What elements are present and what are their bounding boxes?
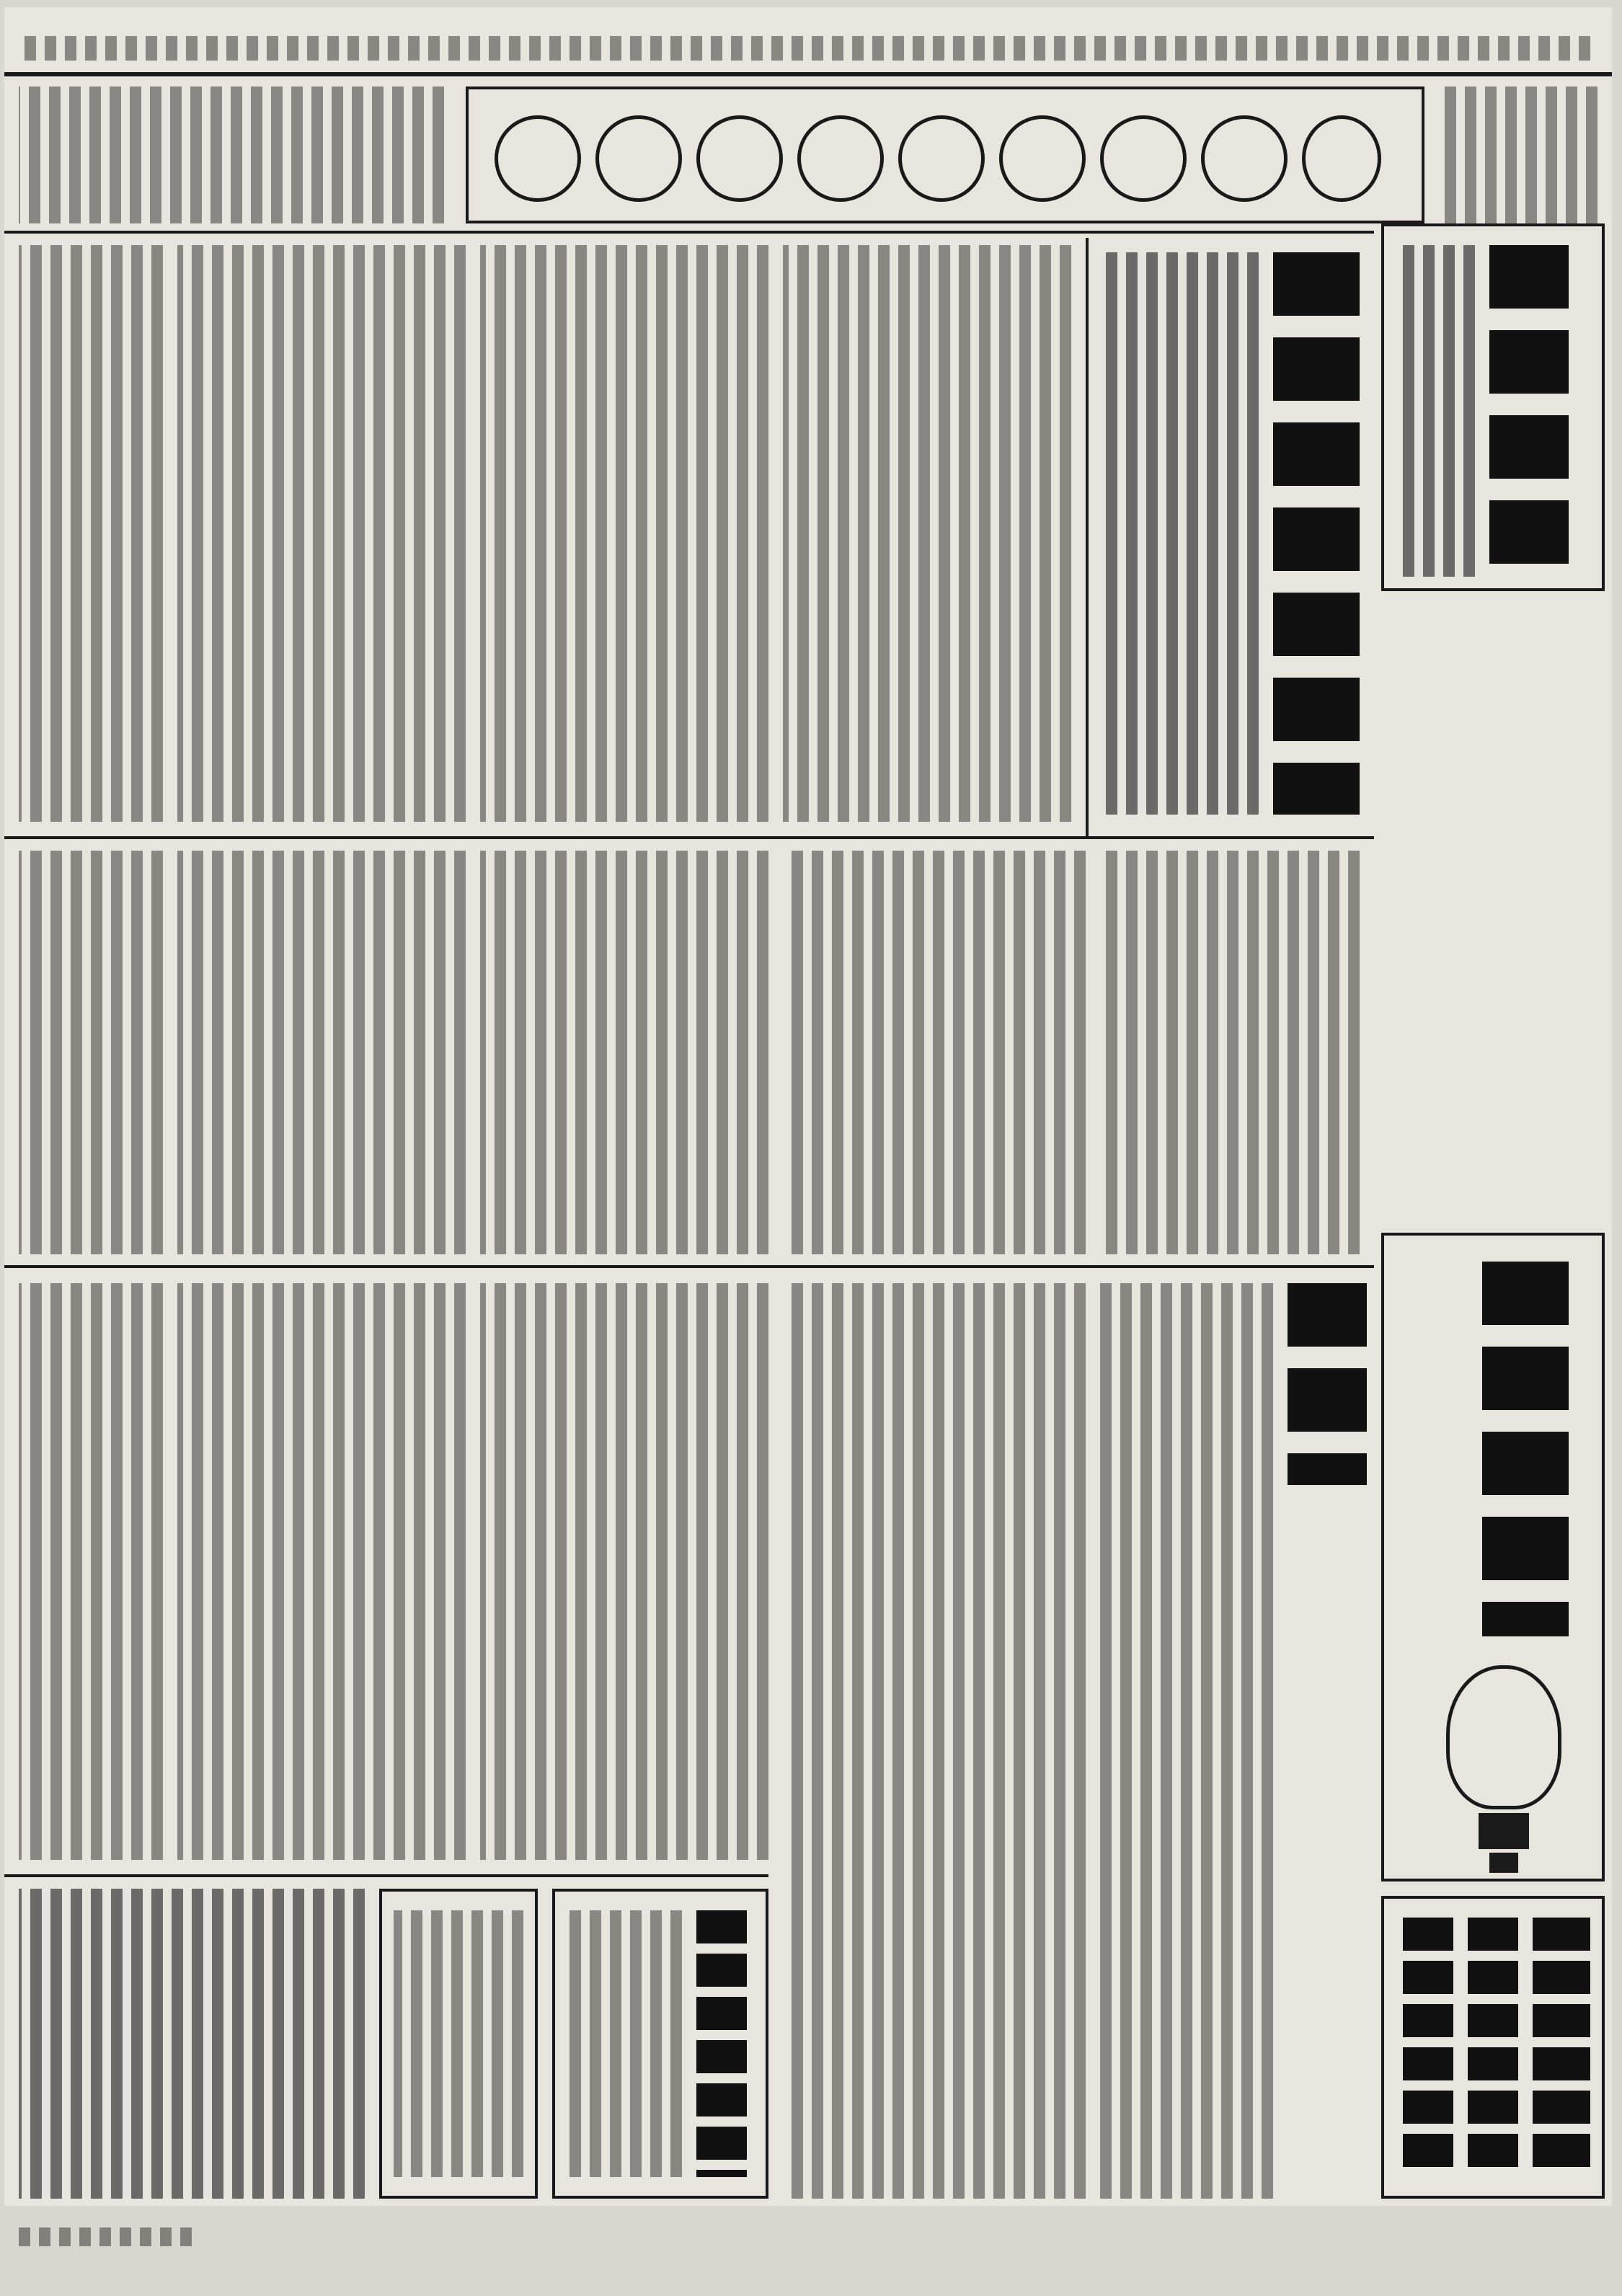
price-advertisement-column bbox=[1533, 1918, 1590, 2177]
top-left-text-column bbox=[19, 87, 444, 223]
article-column bbox=[480, 851, 768, 1254]
article-column bbox=[19, 1283, 163, 1860]
price-advertisement-column bbox=[1468, 1918, 1518, 2177]
clinic-advertisement-title bbox=[1273, 252, 1360, 815]
section-rule bbox=[4, 1874, 768, 1877]
article-column bbox=[19, 245, 163, 822]
section-rule bbox=[4, 836, 1374, 839]
header-circular-seals bbox=[495, 101, 1381, 209]
masthead-bottom-rule bbox=[4, 72, 1612, 76]
lecture-column-title bbox=[1288, 1283, 1367, 1485]
page-number bbox=[19, 2228, 192, 2246]
lamp-advertisement-title bbox=[1482, 1262, 1569, 1636]
newspaper-page bbox=[4, 7, 1612, 2206]
article-column bbox=[1100, 851, 1360, 1254]
masthead-date-line bbox=[19, 36, 1590, 61]
price-listing-column bbox=[19, 1889, 365, 2199]
article-column bbox=[177, 1283, 466, 1860]
section-rule bbox=[4, 231, 1374, 234]
article-column bbox=[783, 851, 1086, 1254]
company-advertisement-text bbox=[1396, 245, 1475, 577]
small-advertisement-text bbox=[394, 1910, 523, 2177]
section-rule bbox=[4, 1265, 1374, 1268]
column-divider bbox=[1086, 238, 1089, 836]
company-advertisement-title bbox=[1489, 245, 1569, 577]
price-advertisement-column bbox=[1403, 1918, 1453, 2177]
article-column bbox=[177, 245, 466, 822]
top-right-text-column bbox=[1439, 87, 1597, 223]
article-column bbox=[19, 851, 163, 1254]
advertisement-light-bulb bbox=[1432, 1665, 1576, 1881]
article-column bbox=[177, 851, 466, 1254]
article-column bbox=[480, 245, 768, 822]
youth-club-advertisement-text bbox=[567, 1910, 682, 2177]
article-column bbox=[783, 245, 1071, 822]
youth-club-advertisement-title bbox=[696, 1910, 747, 2177]
clinic-advertisement-text bbox=[1100, 252, 1259, 815]
education-column-text bbox=[783, 1283, 1086, 2199]
research-column-text bbox=[480, 1283, 768, 1860]
lecture-column-text bbox=[1100, 1283, 1273, 2199]
